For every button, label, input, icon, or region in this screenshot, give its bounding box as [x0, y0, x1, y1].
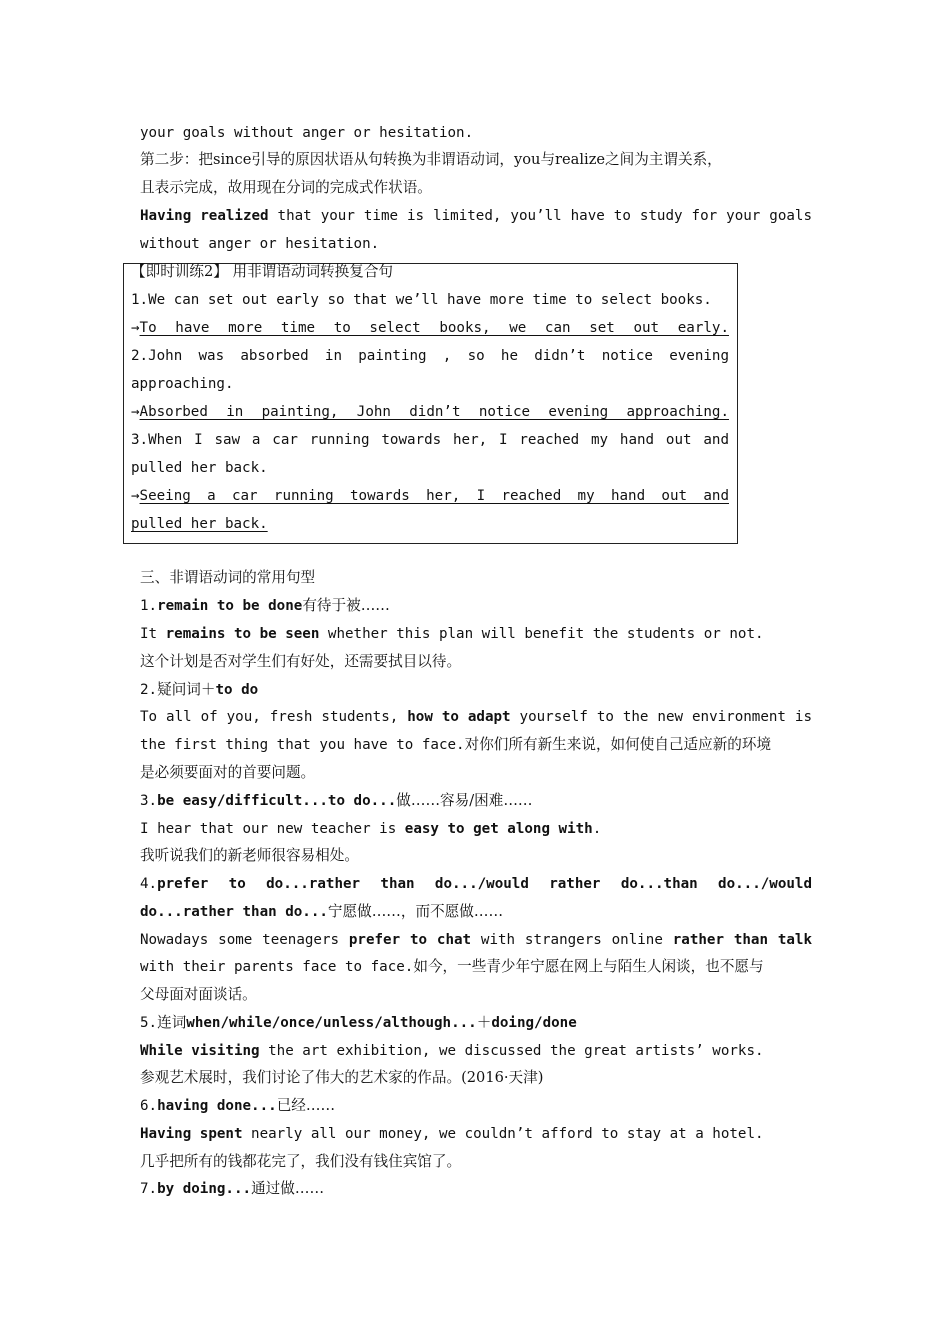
question-3-cont — [131, 454, 729, 482]
example-sentence — [140, 815, 812, 843]
text: nearly all our money, we couldn’t afford to stay at a hotel. — [242, 1126, 764, 1142]
bold-phrase: easy to get along with — [404, 821, 593, 837]
bold-phrase: rather than talk — [672, 932, 812, 948]
text: 我听说我们的新老师很容易相处。 — [140, 847, 359, 864]
text: 第二步：把since引导的原因状语从句转换为非谓语动词，you与realize之间为主谓关系， — [140, 151, 722, 168]
bold-phrase: to do — [215, 682, 259, 698]
text: 疑问词＋ — [157, 681, 216, 698]
bold-phrase: remain to be done — [157, 598, 303, 614]
text: 3.When I saw a car running towards her, I reached my hand out and — [131, 432, 729, 448]
text: 宁愿做……，而不愿做…… — [327, 903, 504, 920]
example-sentence — [140, 731, 812, 759]
bold-phrase: doing/done — [491, 1015, 577, 1031]
item-number: 6. — [140, 1098, 158, 1114]
text: 有待于被…… — [302, 597, 390, 614]
translation — [140, 1148, 812, 1176]
question-2 — [131, 342, 729, 370]
text: To all of you, fresh students, — [140, 709, 408, 725]
text-line — [140, 174, 812, 202]
translation — [140, 842, 812, 870]
text: 2.John was absorbed in painting , so he didn’t notice evening — [131, 348, 729, 364]
text: 三、非谓语动词的常用句型 — [140, 569, 316, 586]
bold-phrase: by doing... — [157, 1181, 252, 1197]
bold-phrase: be easy/difficult...to do... — [157, 793, 397, 809]
text: the first thing that you have to face. — [140, 737, 465, 753]
answer-3-cont — [131, 510, 729, 538]
translation — [140, 981, 812, 1009]
arrow-icon: → — [131, 488, 140, 504]
answer-1 — [131, 314, 729, 342]
example-sentence — [140, 953, 812, 981]
pattern-4-cont — [140, 898, 812, 926]
text: 是必须要面对的首要问题。 — [140, 764, 316, 781]
answer-text: Seeing a car running towards her, I reached my hand out and — [139, 488, 729, 504]
pattern-5 — [140, 1009, 812, 1037]
text: 做……容易/困难…… — [396, 792, 533, 809]
pattern-4 — [140, 870, 812, 898]
answer-text: Absorbed in painting, John didn’t notice evening approaching. — [139, 404, 729, 420]
pattern-3 — [140, 787, 812, 815]
text: Nowadays some teenagers — [140, 932, 349, 948]
text: yourself to the new environment is — [510, 709, 812, 725]
translation — [140, 648, 812, 676]
bold-phrase: prefer to chat — [348, 932, 472, 948]
text: 通过做…… — [251, 1180, 325, 1197]
question-3 — [131, 426, 729, 454]
answer-text: pulled her back. — [131, 516, 268, 532]
text: 这个计划是否对学生们有好处，还需要拭目以待。 — [140, 653, 462, 670]
answer-3 — [131, 482, 729, 510]
text: pulled her back. — [131, 460, 268, 476]
item-number: 5. — [140, 1015, 158, 1031]
translation — [140, 759, 812, 787]
text-line — [140, 230, 812, 258]
bold-phrase: do...rather than do... — [140, 904, 328, 920]
example-sentence — [140, 1037, 812, 1065]
text: 参观艺术展时，我们讨论了伟大的艺术家的作品。(2016·天津) — [140, 1069, 544, 1086]
pattern-6 — [140, 1092, 812, 1120]
question-2-cont — [131, 370, 729, 398]
question-1 — [131, 286, 729, 314]
example-sentence — [140, 926, 812, 954]
arrow-icon: → — [131, 320, 140, 336]
example-sentence — [140, 1120, 812, 1148]
text: the art exhibition, we discussed the great artists’ works. — [259, 1043, 764, 1059]
text: 父母面对面谈话。 — [140, 986, 257, 1003]
translation — [140, 1064, 812, 1092]
translation: 如今，一些青少年宁愿在网上与陌生人闲谈，也不愿与 — [413, 958, 764, 975]
answer-2 — [131, 398, 729, 426]
text: your goals without anger or hesitation. — [140, 125, 474, 141]
example-sentence — [140, 703, 812, 731]
pattern-2 — [140, 676, 812, 704]
item-number: 2. — [140, 682, 158, 698]
text: 【即时训练2】 用非谓语动词转换复合句 — [131, 263, 394, 280]
example-sentence — [140, 620, 812, 648]
text: with their parents face to face. — [140, 959, 414, 975]
text-line — [140, 119, 812, 147]
item-number: 4. — [140, 876, 158, 892]
bold-phrase: when/while/once/unless/although... — [186, 1015, 477, 1031]
practice-title — [131, 258, 729, 286]
example-sentence — [140, 202, 812, 230]
item-number: 7. — [140, 1181, 158, 1197]
bold-phrase: Having realized — [140, 208, 269, 224]
text: approaching. — [131, 376, 234, 392]
text: 1.We can set out early so that we’ll have more time to select books. — [131, 292, 712, 308]
pattern-1 — [140, 592, 812, 620]
text: I hear that our new teacher is — [140, 821, 405, 837]
text: that your time is limited, you’ll have to study for your goals — [268, 208, 812, 224]
pattern-7 — [140, 1175, 812, 1203]
bold-phrase: how to adapt — [407, 709, 511, 725]
text: It — [140, 626, 166, 642]
text: without anger or hesitation. — [140, 236, 380, 252]
text: whether this plan will benefit the students or not. — [319, 626, 764, 642]
translation: 对你们所有新生来说，如何使自己适应新的环境 — [464, 736, 772, 753]
arrow-icon: → — [131, 404, 140, 420]
text: 已经…… — [276, 1097, 336, 1114]
section-heading — [140, 564, 812, 592]
text: with strangers online — [471, 932, 673, 948]
text: 几乎把所有的钱都花完了，我们没有钱住宾馆了。 — [140, 1153, 462, 1170]
item-number: 1. — [140, 598, 158, 614]
answer-text: To have more time to select books, we can set out early. — [139, 320, 729, 336]
text: 连词 — [157, 1014, 187, 1031]
text-line — [140, 146, 812, 174]
text: ＋ — [476, 1014, 492, 1031]
bold-phrase: having done... — [157, 1098, 277, 1114]
bold-phrase: remains to be seen — [165, 626, 320, 642]
bold-phrase: While visiting — [140, 1043, 260, 1059]
text: 且表示完成，故用现在分词的完成式作状语。 — [140, 179, 432, 196]
bold-phrase: prefer to do...rather than do.../would rather do...than do.../would — [157, 876, 812, 892]
item-number: 3. — [140, 793, 158, 809]
text: . — [592, 821, 602, 837]
bold-phrase: Having spent — [140, 1126, 243, 1142]
